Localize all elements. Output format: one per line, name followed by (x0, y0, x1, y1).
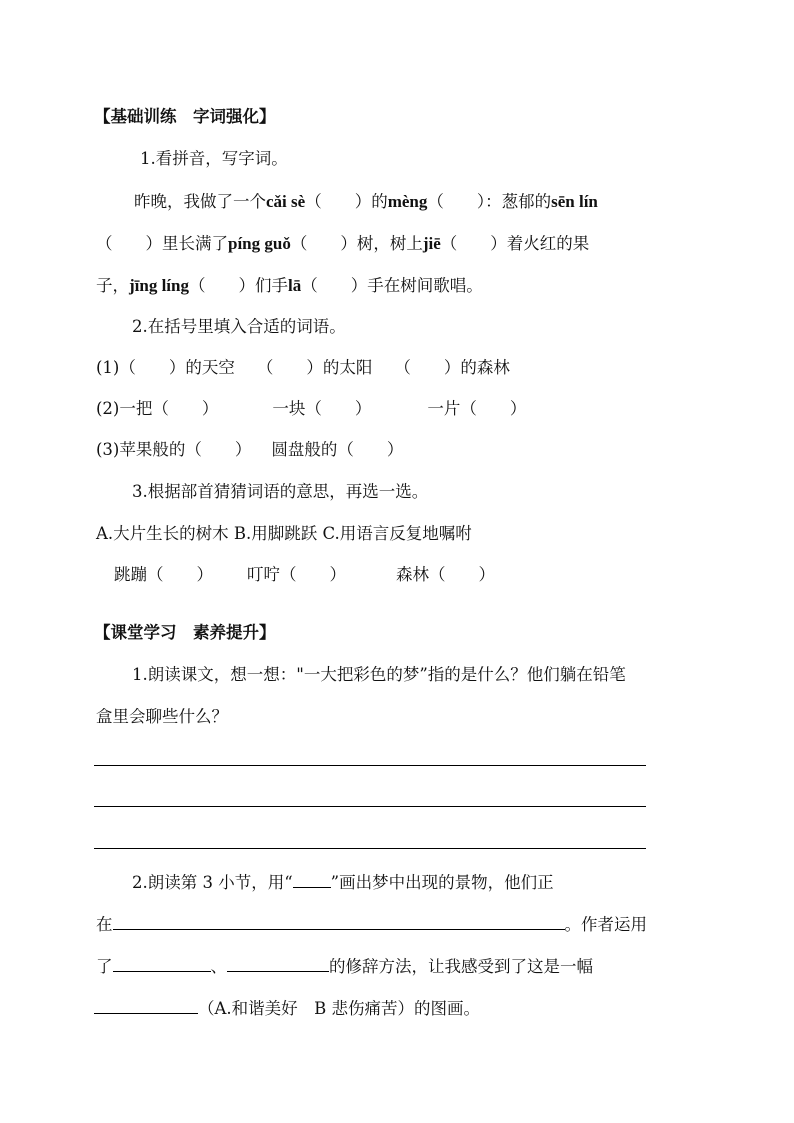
answer-paren[interactable]: （ ） (301, 276, 368, 295)
question-3-prompt: 3.根据部首猜猜词语的意思，再选一选。 (132, 482, 429, 501)
pinyin-caise: cǎi sè (266, 192, 306, 211)
fill-item[interactable]: （ ）的太阳 (256, 358, 373, 377)
text-segment: 着火红的果 (506, 234, 590, 253)
fill-item[interactable]: (1)（ ）的天空 (96, 358, 235, 377)
pinyin-senlin: sēn lín (551, 192, 598, 211)
answer-paren[interactable]: （ ） (305, 192, 372, 211)
text-segment: 昨晚，我做了一个 (134, 192, 266, 211)
answer-paren[interactable]: （ ） (189, 276, 255, 295)
answer-paren[interactable]: （ ） (290, 234, 357, 253)
answer-paren[interactable]: （ ） (440, 234, 507, 253)
text-segment: ：葱郁的 (485, 192, 552, 211)
text-segment: 。作者运用 (564, 915, 647, 934)
pinyin-meng: mèng (387, 192, 428, 211)
answer-line[interactable] (94, 848, 646, 849)
pinyin-sentence-line-1 (134, 191, 598, 213)
text-segment: 、 (210, 957, 227, 976)
text-segment: ”画出梦中出现的景物，他们正 (330, 873, 554, 892)
text-segment: 子， (96, 276, 129, 295)
text-segment: 树，树上 (356, 234, 423, 253)
answer-line[interactable] (94, 765, 646, 766)
s2-question-2-line-3 (96, 956, 593, 978)
fill-item[interactable]: (3)苹果般的（ ） (96, 440, 252, 459)
pinyin-pingguo: píng guǒ (228, 234, 291, 253)
question-2-prompt: 2.在括号里填入合适的词语。 (132, 317, 346, 336)
answer-blank[interactable] (113, 957, 211, 972)
fill-item[interactable]: 圆盘般的（ ） (271, 440, 404, 459)
text-segment: 的 (371, 192, 388, 211)
match-item[interactable]: 跳蹦（ ） (114, 565, 213, 584)
answer-line[interactable] (94, 806, 646, 807)
mark-symbol-blank (293, 873, 331, 888)
text-segment: 们手 (255, 276, 288, 295)
section-title-basic-training: 【基础训练 字词强化】 (94, 107, 276, 126)
match-item[interactable]: 叮咛（ ） (247, 565, 346, 584)
answer-blank[interactable] (94, 999, 198, 1014)
answer-paren[interactable]: （ ） (427, 192, 486, 211)
pinyin-sentence-line-3 (96, 275, 483, 297)
pinyin-sentence-line-2 (96, 233, 589, 255)
fill-item[interactable]: (2)一把（ ） (96, 399, 219, 418)
pinyin-jie: jiē (422, 234, 441, 253)
answer-paren[interactable]: （ ） (96, 234, 162, 253)
s2-question-1-line-2: 盒里会聊些什么？ (96, 707, 228, 726)
pinyin-jingling: jīng líng (129, 276, 189, 295)
fill-row-2 (96, 398, 526, 420)
fill-row-3 (96, 439, 403, 461)
text-segment: 2.朗读第 3 小节，用“ (132, 873, 293, 892)
text-segment: 了 (96, 957, 113, 976)
section-title-classroom-learning: 【课堂学习 素养提升】 (94, 623, 276, 642)
answer-blank[interactable] (227, 957, 329, 972)
text-segment: 的修辞方法，让我感受到了这是一幅 (329, 957, 593, 976)
s2-question-2-line-1 (132, 872, 554, 894)
text-segment: （A.和谐美好 B 悲伤痛苦）的图画。 (198, 999, 481, 1018)
text-segment: 手在树间歌唱。 (367, 276, 483, 295)
fill-row-1 (96, 357, 510, 379)
match-item[interactable]: 森林（ ） (396, 565, 495, 584)
text-segment: 在 (96, 915, 113, 934)
fill-item[interactable]: 一片（ ） (427, 399, 527, 418)
s2-question-2-line-2 (96, 914, 647, 936)
fill-item[interactable]: （ ）的森林 (394, 358, 510, 377)
pinyin-la: lā (288, 276, 302, 295)
s2-question-2-line-4 (94, 998, 480, 1020)
answer-blank[interactable] (113, 915, 565, 930)
fill-item[interactable]: 一块（ ） (272, 399, 372, 418)
s2-question-1-line-1: 1.朗读课文，想一想："一大把彩色的梦”指的是什么？他们躺在铅笔 (132, 665, 626, 684)
text-segment: 里长满了 (162, 234, 228, 253)
question-3-options: A.大片生长的树木 B.用脚跳跃 C.用语言反复地嘱咐 (96, 524, 472, 543)
question-1-prompt: 1.看拼音，写字词。 (140, 149, 288, 168)
question-3-items (114, 564, 495, 586)
